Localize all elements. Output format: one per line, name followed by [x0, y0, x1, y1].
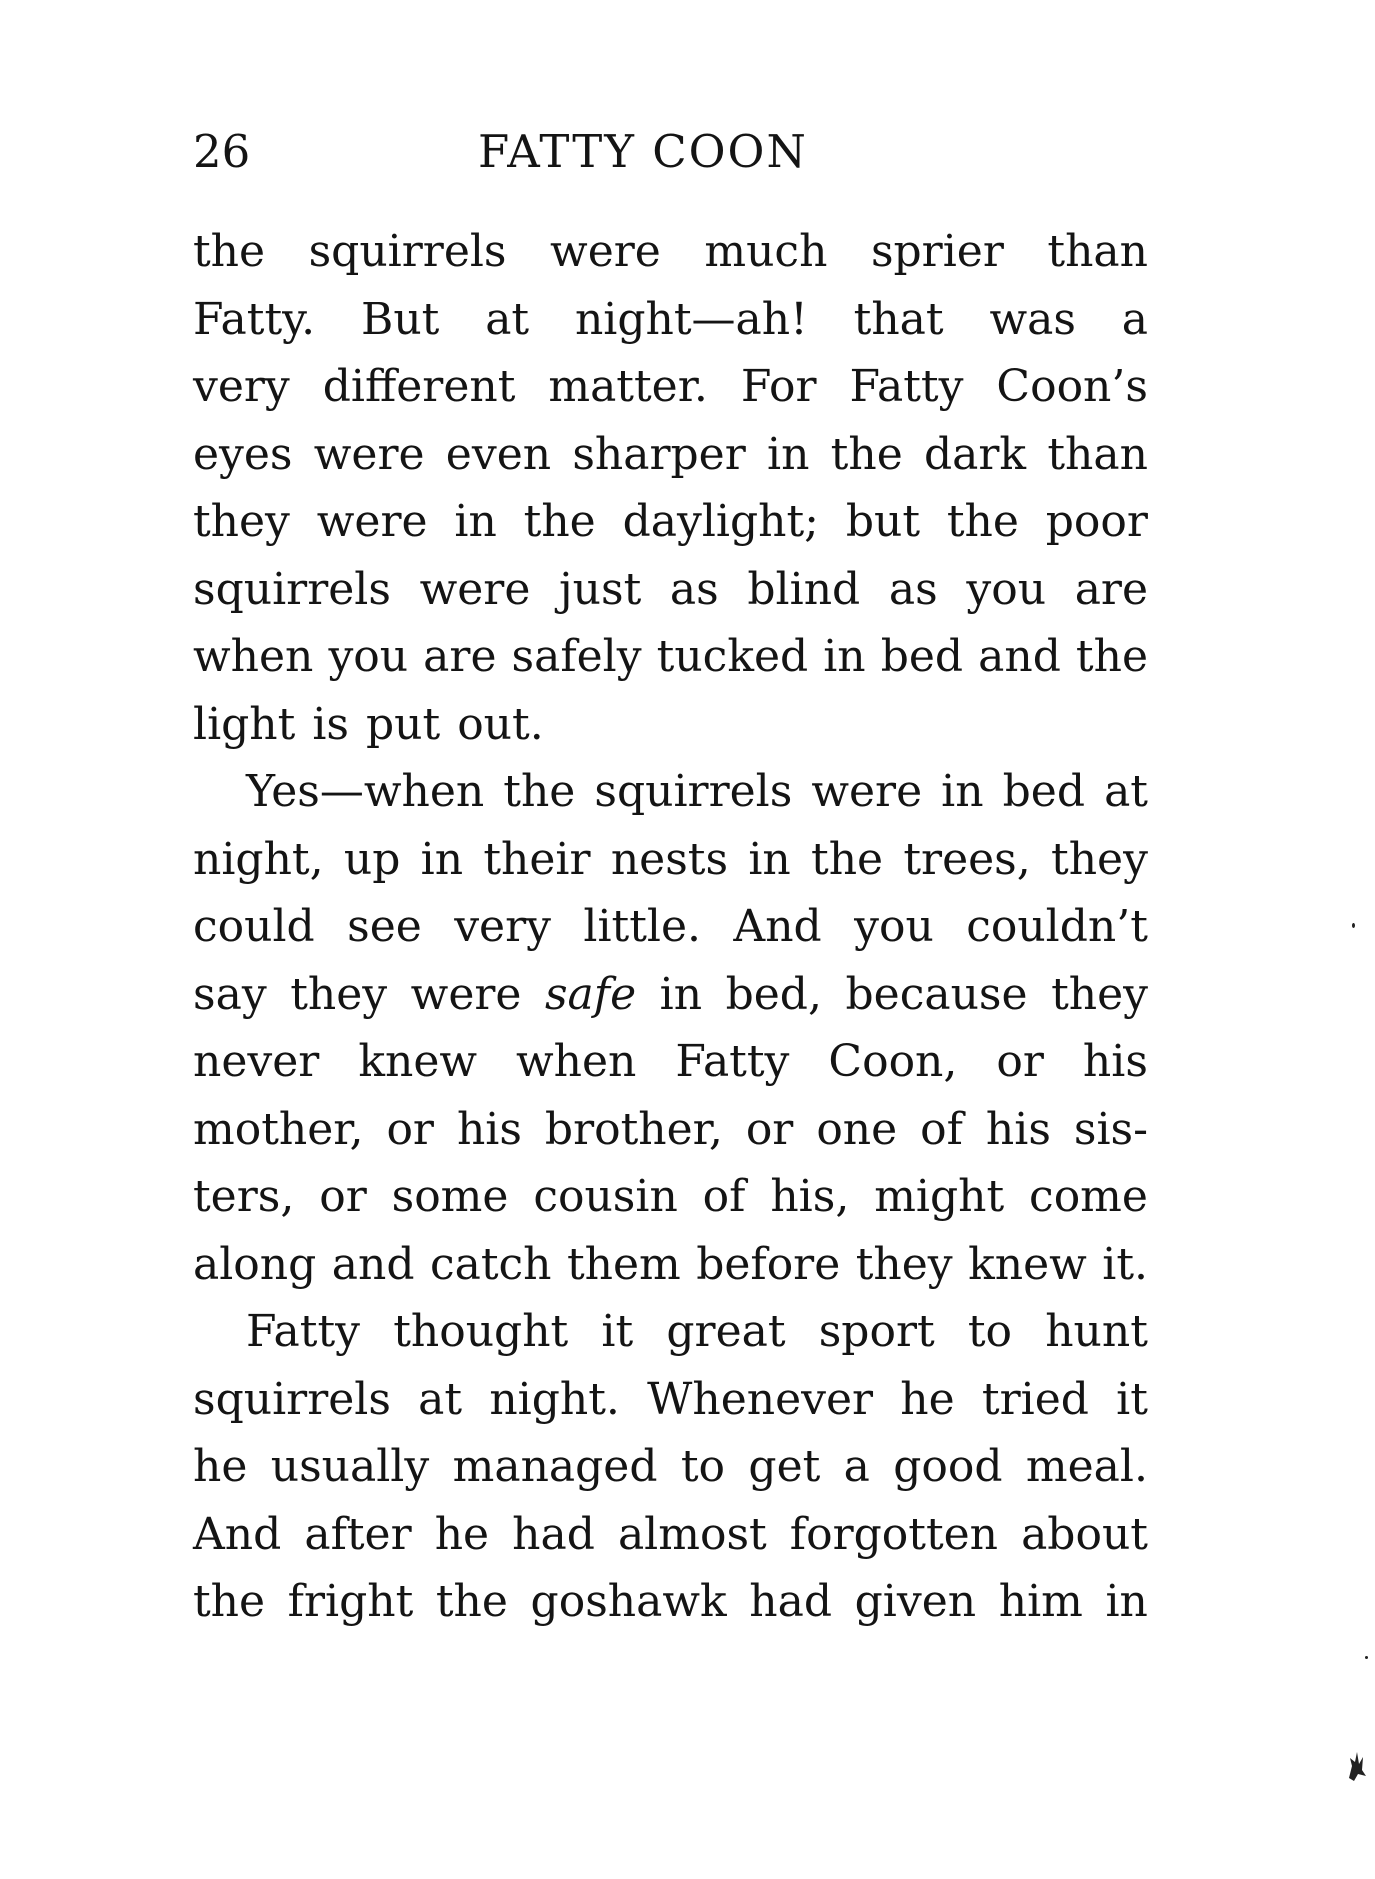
word: or [319, 1171, 367, 1222]
word: see [347, 901, 422, 952]
word: trees, [903, 833, 1031, 885]
word: cousin [533, 1171, 678, 1222]
word: in [823, 631, 866, 682]
word: at [1104, 766, 1148, 817]
word: much [704, 226, 828, 277]
paragraph-2 [193, 758, 1148, 1298]
word: before [696, 1238, 841, 1290]
word: sis- [1073, 1103, 1148, 1155]
running-head [193, 122, 1153, 182]
paragraph-1 [193, 218, 1148, 758]
word: him [998, 1576, 1083, 1627]
word: out. [457, 698, 544, 750]
word: Coon, [828, 1036, 958, 1087]
word: good [893, 1441, 1003, 1492]
word: his [1082, 1036, 1148, 1087]
text-line [193, 893, 1148, 961]
word: you [854, 901, 934, 952]
word: it. [1102, 1238, 1148, 1290]
ink-speck [1365, 1656, 1368, 1659]
word: dark [923, 428, 1027, 480]
word: the [523, 496, 596, 547]
word: forgotten [789, 1508, 999, 1560]
word: a [1121, 293, 1148, 345]
word: sharper [572, 428, 746, 480]
word: never [193, 1036, 320, 1087]
word: night—ah! [574, 293, 808, 345]
word: at [485, 293, 530, 345]
word: or [996, 1036, 1044, 1087]
text-line [193, 1163, 1148, 1231]
word: in [420, 833, 464, 885]
text-line [193, 1366, 1148, 1434]
word: Fatty. [193, 293, 316, 345]
text-line [193, 1433, 1148, 1501]
word: For [740, 361, 817, 412]
word: thought [393, 1306, 569, 1357]
book-title: FATTY COON [478, 125, 808, 178]
word: about [1021, 1508, 1148, 1560]
word: poor [1045, 496, 1148, 547]
word: up [343, 833, 401, 885]
word: at [418, 1373, 463, 1425]
word: the [193, 1576, 266, 1627]
text-line [193, 961, 1148, 1029]
word: is [312, 698, 349, 750]
word: And [733, 901, 822, 952]
word: in [748, 833, 791, 885]
word: in [1105, 1576, 1148, 1627]
word: given [854, 1576, 977, 1627]
word: But [360, 293, 440, 345]
word: in [767, 428, 810, 480]
word: the [1075, 631, 1148, 682]
word: as [888, 563, 938, 615]
text-line [193, 623, 1148, 691]
word: tucked [656, 631, 809, 682]
word: the [435, 1576, 508, 1627]
word: his, [770, 1171, 850, 1222]
word: was [989, 293, 1076, 345]
paragraph-3 [193, 1298, 1148, 1636]
word: were [811, 766, 923, 817]
text-line [193, 353, 1148, 421]
text-line [193, 488, 1148, 556]
word: squirrels [594, 766, 793, 817]
word: were [419, 563, 531, 615]
word: blind [747, 563, 861, 615]
word: mother, [193, 1103, 364, 1155]
word: were [550, 226, 661, 277]
word: to [680, 1441, 726, 1492]
word: usually [270, 1441, 430, 1492]
word: Yes—when [246, 766, 485, 817]
word: little. [583, 901, 702, 952]
word: and [331, 1238, 415, 1290]
word: bed, [725, 968, 822, 1020]
ink-speck [1352, 923, 1355, 928]
word: very [454, 901, 551, 952]
word: brother, [544, 1103, 723, 1155]
word: safe [544, 968, 637, 1020]
word: than [1047, 226, 1148, 277]
word: knew [358, 1036, 478, 1087]
word: bed [880, 631, 964, 682]
word: different [322, 361, 516, 412]
word: bed [1002, 766, 1086, 817]
word: nests [610, 833, 729, 885]
word: the [193, 226, 266, 277]
word: night. [489, 1373, 620, 1425]
text-line [193, 1231, 1148, 1299]
text-line [193, 286, 1148, 354]
word: squirrels [308, 226, 507, 277]
word: it [601, 1306, 634, 1357]
text-line [193, 691, 1148, 759]
word: when [516, 1036, 637, 1087]
word: in [941, 766, 984, 817]
word: catch [429, 1238, 552, 1290]
word: after [304, 1508, 412, 1560]
text-line [193, 1298, 1148, 1366]
word: Coon’s [996, 361, 1148, 412]
word: a [843, 1441, 870, 1492]
word: to [967, 1306, 1013, 1357]
word: his [456, 1103, 522, 1155]
word: tried [981, 1373, 1089, 1425]
text-line [193, 1096, 1148, 1164]
word: along [193, 1238, 317, 1290]
word: meal. [1025, 1441, 1148, 1492]
word: might [874, 1171, 1005, 1222]
word: Fatty [675, 1036, 790, 1087]
word: but [845, 496, 921, 547]
word: almost [617, 1508, 767, 1560]
word: and [978, 631, 1061, 682]
text-line [193, 826, 1148, 894]
word: daylight; [622, 496, 819, 547]
word: or [745, 1103, 794, 1155]
word: Fatty [849, 361, 964, 412]
word: they [1051, 833, 1148, 885]
word: you [328, 631, 409, 682]
text-line [193, 1568, 1148, 1636]
ink-smudge [1346, 1748, 1368, 1782]
word: fright [287, 1576, 414, 1627]
word: night, [193, 833, 324, 885]
word: one [816, 1103, 898, 1155]
word: in [659, 968, 703, 1020]
word: because [845, 968, 1028, 1020]
word: he [900, 1373, 955, 1425]
word: they [193, 496, 290, 547]
word: of [702, 1171, 746, 1222]
word: Whenever [647, 1373, 874, 1425]
word: very [193, 361, 290, 412]
body-text [193, 218, 1148, 1636]
text-line [193, 556, 1148, 624]
word: the [946, 496, 1019, 547]
word: knew [968, 1238, 1087, 1290]
word: the [830, 428, 903, 480]
text-line [193, 1501, 1148, 1569]
word: eyes [193, 428, 293, 480]
word: And [193, 1508, 282, 1560]
word: he [434, 1508, 490, 1560]
word: couldn’t [966, 901, 1148, 952]
word: as [669, 563, 719, 615]
word: their [483, 833, 591, 885]
word: just [559, 563, 642, 615]
word: sport [818, 1306, 935, 1357]
word: they [855, 1238, 953, 1290]
word: light [193, 698, 296, 750]
word: had [512, 1508, 595, 1560]
word: were [313, 428, 425, 480]
word: even [445, 428, 552, 480]
word: sprier [870, 226, 1004, 277]
word: when [193, 631, 314, 682]
text-line [193, 421, 1148, 489]
word: squirrels [193, 1373, 391, 1425]
word: that [853, 293, 944, 345]
word: squirrels [193, 563, 391, 615]
word: they [1051, 968, 1148, 1020]
word: Fatty [246, 1306, 360, 1357]
word: goshawk [530, 1576, 727, 1627]
word: are [1074, 563, 1148, 615]
text-line [193, 1028, 1148, 1096]
word: were [316, 496, 428, 547]
word: put [366, 698, 441, 750]
word: it [1116, 1373, 1148, 1425]
text-line [193, 758, 1148, 826]
word: ters, [193, 1171, 295, 1222]
word: had [749, 1576, 833, 1627]
word: were [410, 968, 522, 1020]
word: you [966, 563, 1047, 615]
word: or [386, 1103, 434, 1155]
word: they [290, 968, 388, 1020]
word: get [748, 1441, 821, 1492]
word: of [920, 1103, 963, 1155]
word: say [193, 968, 267, 1020]
text-line [193, 218, 1148, 286]
word: are [423, 631, 497, 682]
word: some [391, 1171, 509, 1222]
word: the [811, 833, 884, 885]
word: managed [452, 1441, 658, 1492]
word: than [1047, 428, 1148, 480]
word: them [566, 1238, 681, 1290]
word: his [985, 1103, 1051, 1155]
word: great [666, 1306, 786, 1357]
page-number: 26 [193, 125, 251, 178]
word: come [1029, 1171, 1148, 1222]
word: the [503, 766, 576, 817]
word: hunt [1045, 1306, 1148, 1357]
word: safely [511, 631, 642, 682]
word: he [193, 1441, 248, 1492]
word: in [454, 496, 497, 547]
word: matter. [548, 361, 708, 412]
word: could [193, 901, 315, 952]
